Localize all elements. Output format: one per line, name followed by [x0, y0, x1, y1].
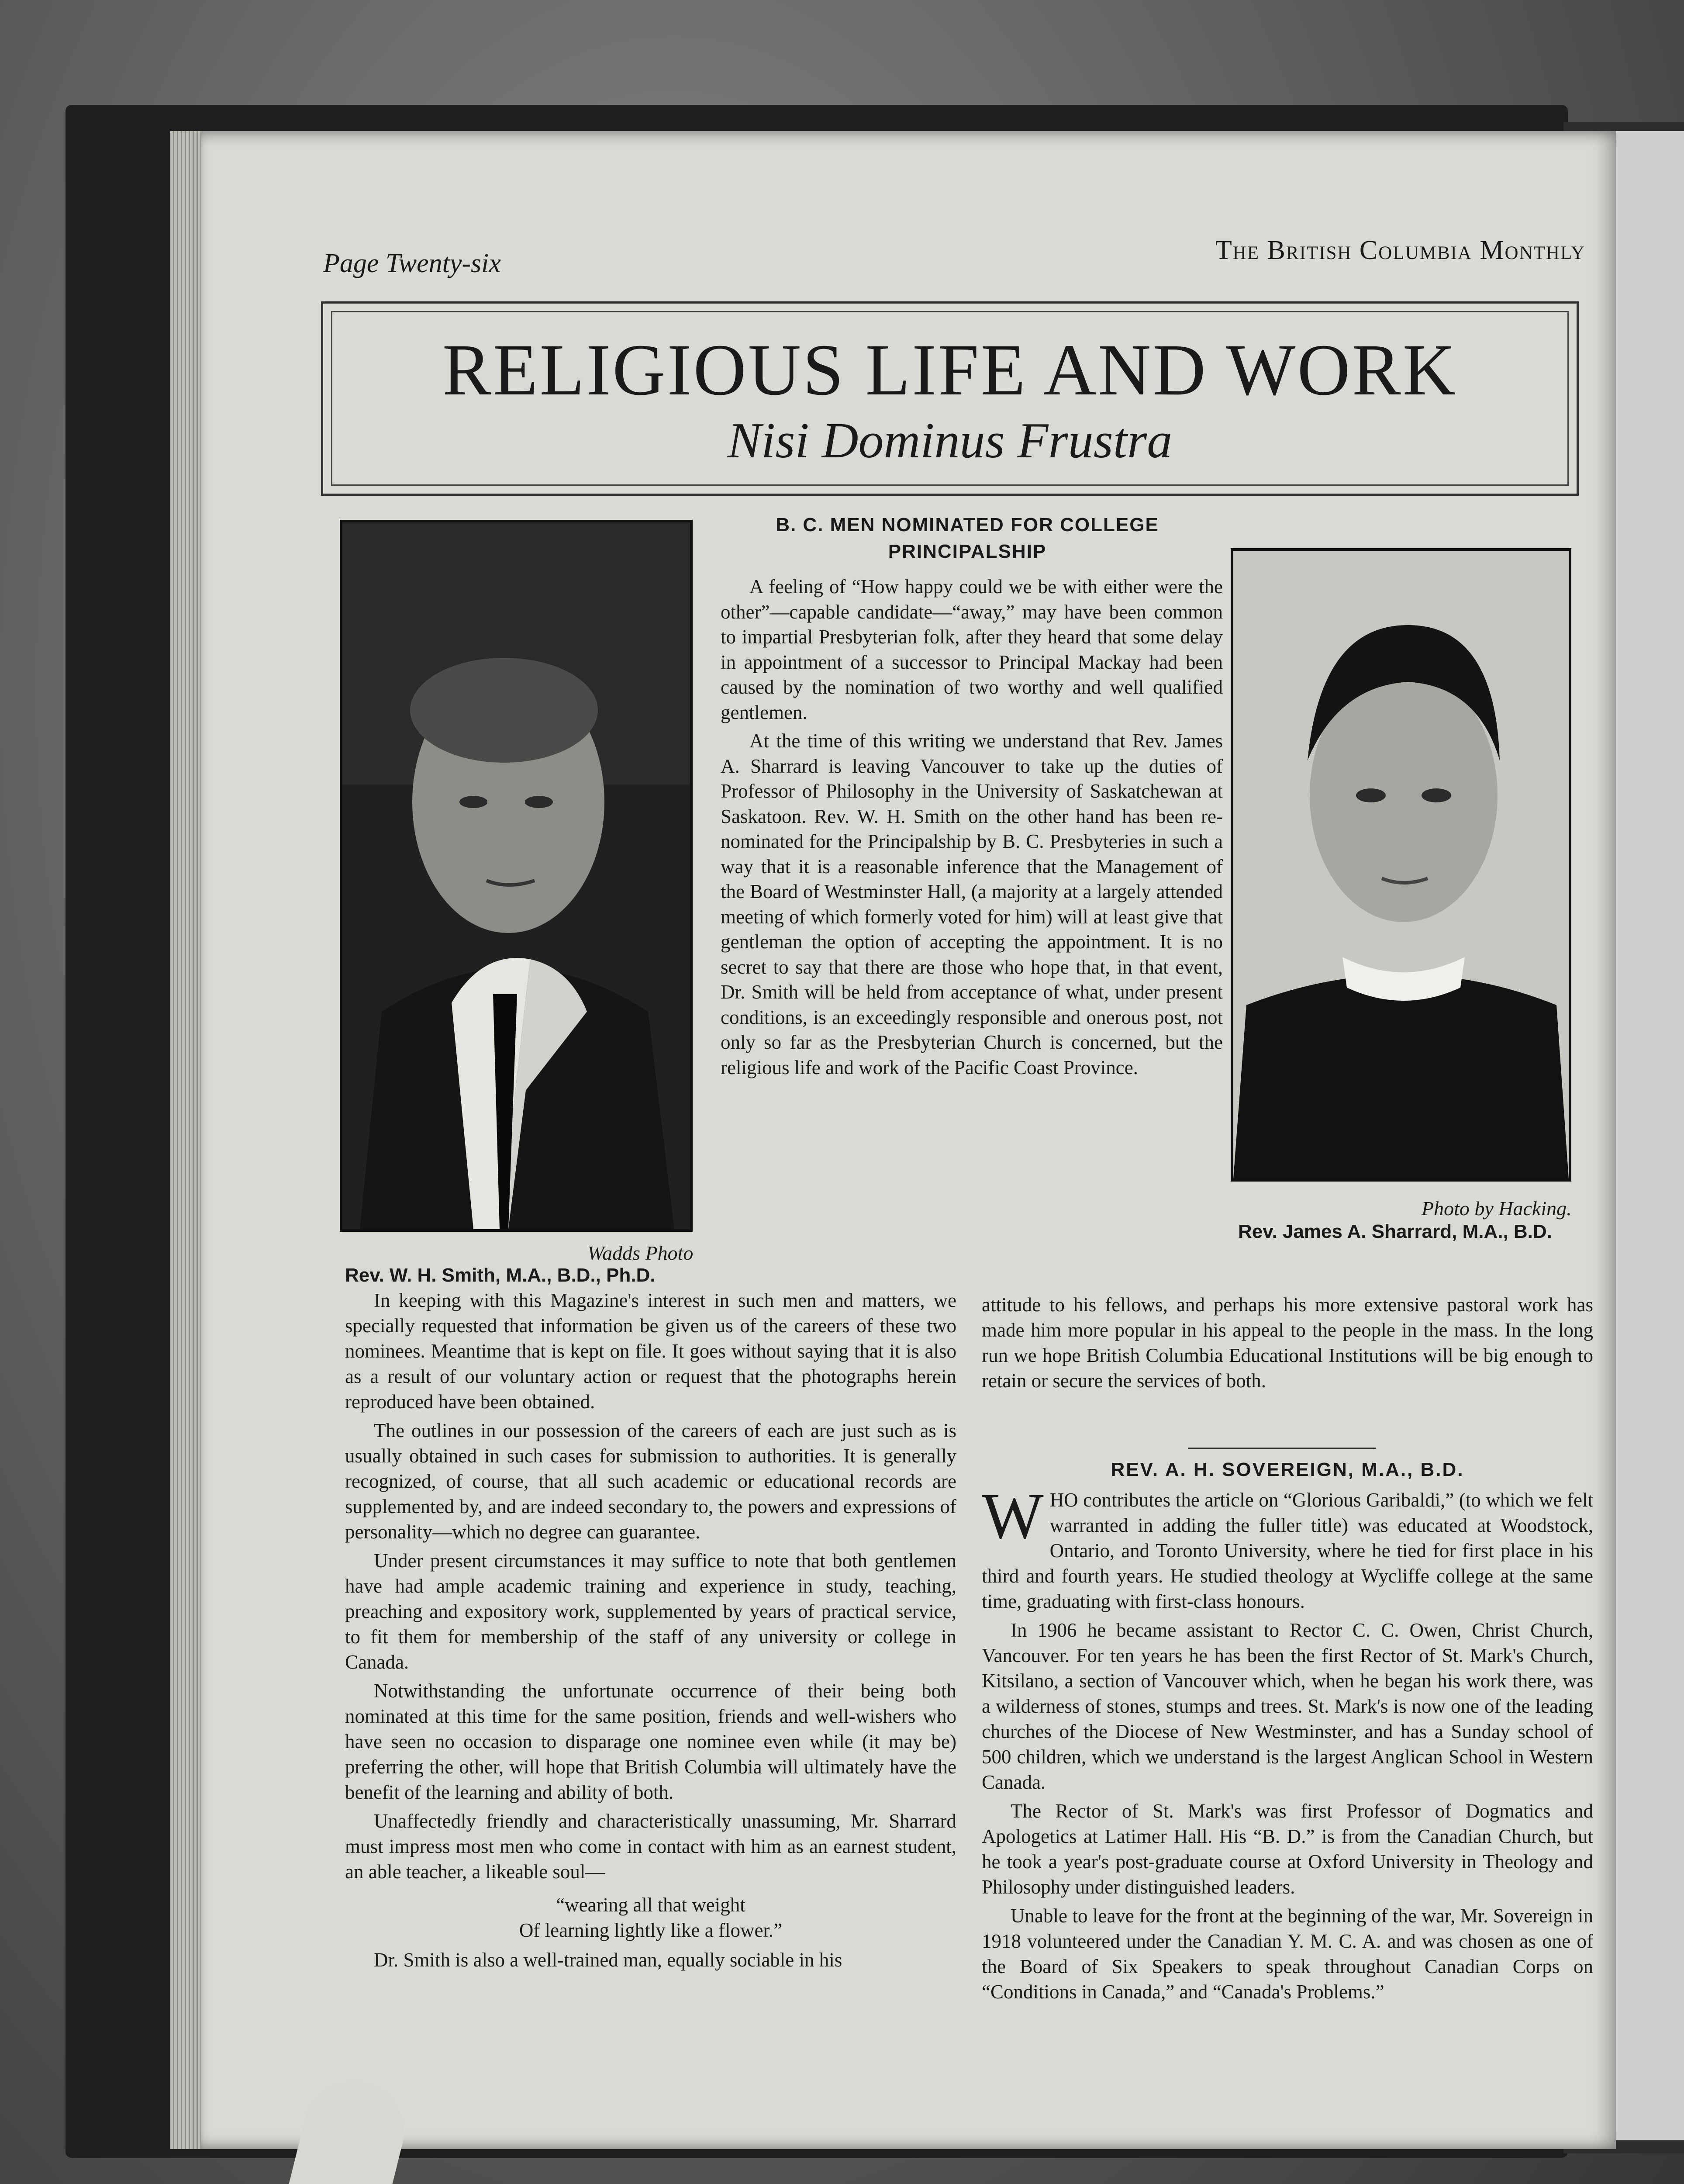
photo-credit-hacking: Photo by Hacking.	[1422, 1197, 1572, 1220]
portrait-smith	[340, 520, 693, 1232]
section-motto: Nisi Dominus Frustra	[727, 413, 1173, 469]
page-number: Page Twenty-six	[323, 249, 501, 278]
verse-line: Of learning lightly like a flower.”	[519, 1919, 783, 1941]
verse-quote	[345, 1892, 956, 1943]
paragraph: attitude to his fellows, and perhaps his more extensive pastoral work has made him more popular in his appeal to the people in the mass. In the long run we hope British Columbia Educational Institutions will be big enough to retain or secure the services of both.	[982, 1294, 1593, 1392]
paragraph: Unaffectedly friendly and characteristically unassuming, Mr. Sharrard must impress most men who come in contact with him as an earnest student, an able teacher, a likeable soul—	[345, 1810, 956, 1883]
article-principalship-column-left	[345, 1288, 956, 1973]
article-heading-sovereign: REV. A. H. SOVEREIGN, M.A., B.D.	[1111, 1459, 1464, 1480]
article-heading-principalship	[716, 512, 1218, 565]
section-banner	[331, 311, 1569, 486]
article-heading-line2: PRINCIPALSHIP	[888, 540, 1047, 562]
portrait-smith-image	[342, 522, 690, 1229]
portrait-sharrard	[1231, 548, 1571, 1182]
photo-credit-wadds: Wadds Photo	[587, 1242, 694, 1264]
verse-line: “wearing all that weight	[556, 1894, 745, 1916]
paragraph: A feeling of “How happy could we be with either were the other”—capable candidate—“away,” may have been common to impartial Presbyterian folk, after they heard that some delay in appointment of a successor to Principal Mackay had been caused by the nomination of two worthy and well qualified gentlemen.	[721, 576, 1223, 723]
paragraph: At the time of this writing we understand that Rev. James A. Sharrard is leaving Vancouver to take up the duties of Professor of Philosophy in the University of Saskatchewan at Saskatoon. Rev. W. H. Smith on the other hand has been re-nominated for the Principalship by B. C. Presbyteries in such a way that it is a reasonable inference that the Management of the Board of Westminster Hall, (a majority at a largely attended meeting of which formerly voted for him) will at least give that gentleman the option of accepting the appointment. It is no secret to say that there are those who hope that, in that event, Dr. Smith will be held from acceptance of what, under present conditions, is an exceedingly responsible and onerous post, not only so far as the Presbyterian Church is concerned, but the religious life and work of the Pacific Coast Province.	[721, 730, 1223, 1078]
book-board-right-edge	[1616, 131, 1684, 2140]
article-principalship-column-middle	[721, 574, 1223, 1080]
section-title: RELIGIOUS LIFE AND WORK	[442, 329, 1458, 411]
paragraph: The outlines in our possession of the careers of each are just such as is usually obtained in such cases for submission to authorities. It is generally recognized, of course, that all such academic or educational records are supplemented by, and are indeed secondary to, the powers and expressions of personality—which no degree can guarantee.	[345, 1420, 956, 1543]
paragraph: Notwithstanding the unfortunate occurrence of their being both nominated at this time for the same position, friends and well-wishers who have seen no occasion to disparage one nominee even while (it may be) preferring the other, will hope that British Columbia will ultimately have the benefit of the learning and ability of both.	[345, 1680, 956, 1803]
paragraph: Under present circumstances it may suffice to note that both gentlemen have had ample academic training and experience in study, teaching, preaching and expository work, supplemented by years of practical service, to fit them for membership of the staff of any university or college in Canada.	[345, 1550, 956, 1673]
caption-smith: Rev. W. H. Smith, M.A., B.D., Ph.D.	[345, 1265, 656, 1286]
article-heading-line1: B. C. MEN NOMINATED FOR COLLEGE	[776, 514, 1159, 536]
section-divider	[1188, 1448, 1376, 1449]
paragraph: Dr. Smith is also a well-trained man, equally sociable in his	[374, 1949, 842, 1971]
paragraph: The Rector of St. Mark's was first Professor of Dogmatics and Apologetics at Latimer Hall. His “B. D.” is from the Canadian Church, but he took a year's post-graduate course at Oxford University in Theology and Philosophy under distinguished leaders.	[982, 1800, 1593, 1898]
caption-sharrard: Rev. James A. Sharrard, M.A., B.D.	[1238, 1221, 1552, 1242]
page-stack-edges	[170, 131, 201, 2149]
article-principalship-column-right	[982, 1292, 1593, 1393]
paragraph	[982, 1480, 1593, 1614]
drop-cap: W	[982, 1480, 1044, 1552]
paragraph: In 1906 he became assistant to Rector C. C. Owen, Christ Church, Vancouver. For ten years he has been the first Rector of St. Mark's Church, Kitsilano, a section of Vancouver which, when he began his work there, was a wilderness of stones, stumps and trees. St. Mark's is now one of the leading churches of the Diocese of New Westminster, and has a Sunday school of 500 children, which we understand is the largest Anglican School in Western Canada.	[982, 1619, 1593, 1793]
paragraph: Unable to leave for the front at the beginning of the war, Mr. Sovereign in 1918 volunteered under the Canadian Y. M. C. A. and was chosen as one of the Board of Six Speakers to speak throughout Canadian Corps on “Conditions in Canada,” and “Canada's Problems.”	[982, 1905, 1593, 2003]
portrait-sharrard-image	[1233, 551, 1569, 1179]
paragraph: In keeping with this Magazine's interest in such men and matters, we specially requested that information be given us of the careers of these two nominees. Meantime that is kept on file. It goes without saying that it is also as a result of our voluntary action or request that the photographs herein reproduced have been obtained.	[345, 1289, 956, 1413]
paragraph-text: HO contributes the article on “Glorious Garibaldi,” (to which we felt warranted in adding the fuller title) was educated at Woodstock, Ontario, and Toronto University, where he tied for first place in his third and fourth years. He studied theology at Wycliffe college at the same time, graduating with first-class honours.	[982, 1489, 1593, 1612]
article-sovereign-column	[982, 1480, 1593, 2004]
magazine-title: The British Columbia Monthly	[1215, 235, 1585, 265]
